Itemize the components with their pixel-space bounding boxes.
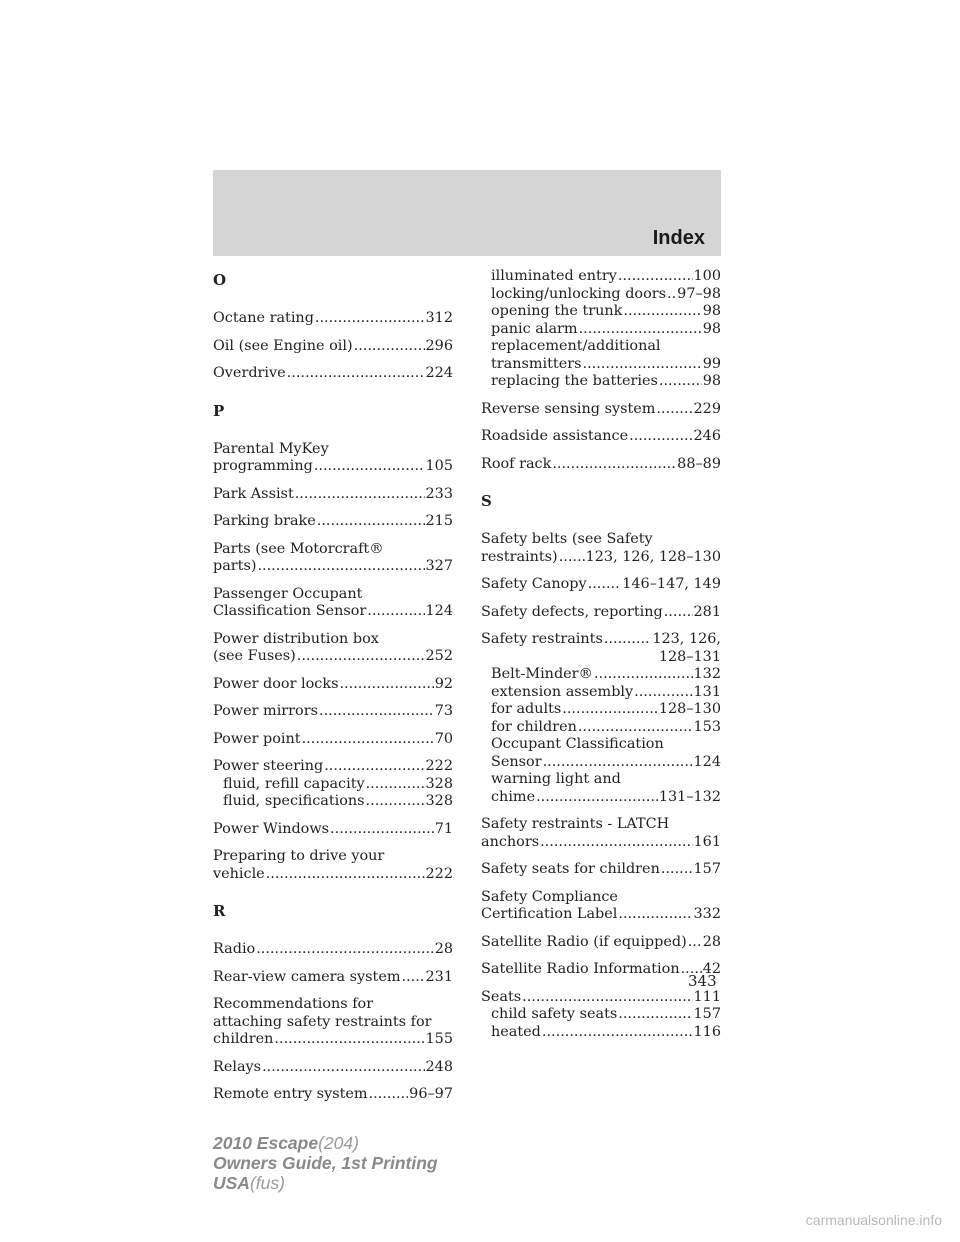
subentry-page: 153 bbox=[693, 718, 721, 735]
index-entry bbox=[213, 703, 453, 721]
index-entry bbox=[213, 586, 453, 621]
subentry-page: 98 bbox=[702, 320, 721, 337]
subentry-label: illuminated entry bbox=[491, 268, 617, 284]
entry-page: 215 bbox=[425, 513, 453, 529]
subentry-page: 98 bbox=[702, 303, 721, 319]
entry-label: Safety restraints bbox=[481, 631, 603, 647]
print-footer bbox=[213, 1133, 438, 1193]
entry-page: 281 bbox=[693, 603, 721, 620]
subentry-label-line: Occupant Classification bbox=[491, 736, 664, 752]
subentry-label: panic alarm bbox=[491, 320, 578, 337]
entry-label: Octane rating bbox=[213, 310, 314, 326]
index-entry bbox=[481, 428, 721, 446]
index-entry bbox=[213, 486, 453, 504]
entry-page: 229 bbox=[693, 400, 721, 417]
subentry-label: extension assembly bbox=[491, 683, 634, 700]
index-entry bbox=[481, 861, 721, 879]
section-letter-p: P bbox=[213, 401, 225, 420]
entry-page: 157 bbox=[693, 861, 721, 877]
footer-guide: Owners Guide, 1st Printing bbox=[213, 1153, 438, 1173]
index-entry bbox=[213, 969, 453, 987]
subentry-page: 328 bbox=[425, 775, 453, 792]
index-entry bbox=[481, 989, 721, 1042]
subentry-label: replacing the batteries bbox=[491, 373, 658, 389]
subentry-label: heated bbox=[491, 1023, 541, 1040]
subentry-page: 124 bbox=[693, 753, 721, 770]
index-entry bbox=[213, 631, 453, 666]
index-entry bbox=[481, 401, 721, 419]
index-entry bbox=[213, 310, 453, 328]
subentry-label: child safety seats bbox=[491, 1006, 618, 1022]
entry-label-line: Parental MyKey bbox=[213, 440, 329, 457]
index-entry bbox=[481, 631, 721, 806]
index-entry bbox=[213, 513, 453, 531]
index-entry bbox=[213, 338, 453, 356]
entry-label: Satellite Radio (if equipped) bbox=[481, 933, 687, 950]
subentry-label: chime bbox=[491, 788, 536, 805]
index-entry bbox=[213, 676, 453, 694]
index-entry bbox=[481, 268, 721, 391]
index-entry bbox=[481, 961, 721, 979]
subentry-label: for adults bbox=[491, 701, 562, 717]
entry-page: 123, 126, bbox=[652, 631, 721, 647]
entry-label: Power mirrors bbox=[213, 703, 318, 719]
entry-page: 248 bbox=[425, 1058, 453, 1075]
entry-label-line: Power distribution box bbox=[213, 630, 379, 647]
index-entry bbox=[213, 365, 453, 383]
subentry-page: 131 bbox=[693, 683, 721, 700]
entry-label: anchors bbox=[481, 833, 540, 850]
entry-page: 28 bbox=[434, 941, 453, 957]
index-entry bbox=[481, 889, 721, 924]
watermark: carmanualsonline.info bbox=[805, 1212, 942, 1228]
entry-label: Reverse sensing system bbox=[481, 400, 656, 417]
entry-label: Safety Canopy bbox=[481, 576, 587, 592]
subentry-label: locking/unlocking doors bbox=[491, 285, 667, 302]
index-entry bbox=[213, 996, 453, 1049]
entry-label: Relays bbox=[213, 1058, 262, 1075]
subentry-label: opening the trunk bbox=[491, 303, 623, 319]
index-entry bbox=[481, 816, 721, 851]
header-band bbox=[213, 170, 721, 256]
entry-label: Remote entry system bbox=[213, 1086, 368, 1102]
entry-label: (see Fuses) bbox=[213, 648, 296, 664]
entry-page: 296 bbox=[425, 337, 453, 354]
entry-page: 111 bbox=[693, 988, 721, 1005]
entry-page: 231 bbox=[425, 968, 453, 985]
entry-label: Safety seats for children bbox=[481, 861, 660, 877]
entry-label: Power point bbox=[213, 730, 301, 747]
section-title: Index bbox=[652, 227, 705, 249]
entry-label: Power steering bbox=[213, 758, 324, 774]
entry-page: 327 bbox=[425, 558, 453, 574]
index-entry bbox=[213, 1086, 453, 1104]
index-entry bbox=[481, 604, 721, 622]
subentry-label-line: warning light and bbox=[491, 771, 621, 787]
entry-label-line: Preparing to drive your bbox=[213, 848, 385, 864]
section-letter-r: R bbox=[213, 902, 226, 920]
entry-label: children bbox=[213, 1031, 274, 1047]
entry-page: 246 bbox=[693, 428, 721, 444]
entry-page: 88–89 bbox=[677, 455, 721, 472]
section-letter-o: O bbox=[213, 271, 227, 289]
entry-page: 71 bbox=[434, 820, 453, 837]
page-number: 343 bbox=[688, 972, 717, 990]
index-entry bbox=[213, 541, 453, 576]
entry-label: Power Windows bbox=[213, 820, 330, 837]
entry-label: parts) bbox=[213, 558, 257, 574]
subentry-page: 100 bbox=[693, 268, 721, 284]
subentry-page: 116 bbox=[693, 1023, 721, 1040]
index-entry bbox=[213, 848, 453, 883]
subentry-label: transmitters bbox=[491, 355, 582, 372]
entry-page: 96–97 bbox=[409, 1086, 453, 1102]
subentry-page: 131–132 bbox=[658, 788, 721, 805]
entry-page: 73 bbox=[434, 703, 453, 719]
footer-region-code: (fus) bbox=[249, 1173, 285, 1193]
entry-page: 155 bbox=[425, 1031, 453, 1047]
index-entry bbox=[481, 456, 721, 474]
subentry-page: 157 bbox=[693, 1006, 721, 1022]
entry-label: Park Assist bbox=[213, 485, 294, 502]
entry-label-line: Safety restraints - LATCH bbox=[481, 816, 670, 832]
subentry-label: Belt-Minder® bbox=[491, 666, 593, 682]
entry-page: 146–147, 149 bbox=[622, 576, 721, 592]
index-entry bbox=[213, 821, 453, 839]
footer-model: 2010 Escape bbox=[213, 1133, 319, 1153]
entry-label: Certification Label bbox=[481, 906, 618, 922]
entry-page: 123, 126, 128–130 bbox=[585, 548, 721, 565]
index-column-left bbox=[213, 268, 453, 1114]
entry-label: Seats bbox=[481, 988, 522, 1005]
index-entry bbox=[213, 1059, 453, 1077]
index-entry bbox=[213, 731, 453, 749]
subentry-page: 99 bbox=[702, 355, 721, 372]
entry-label: Parking brake bbox=[213, 513, 316, 529]
entry-page: 92 bbox=[434, 675, 453, 692]
subentry-label: Sensor bbox=[491, 753, 542, 770]
entry-label: Oil (see Engine oil) bbox=[213, 337, 353, 354]
index-column-right bbox=[481, 268, 721, 1051]
entry-label: Roadside assistance bbox=[481, 428, 629, 444]
entry-page: 105 bbox=[425, 458, 453, 474]
entry-label: Satellite Radio Information bbox=[481, 961, 680, 977]
subentry-page: 97–98 bbox=[677, 285, 721, 302]
entry-label-line: Passenger Occupant bbox=[213, 585, 363, 602]
entry-page-continued: 128–131 bbox=[658, 648, 721, 665]
subentry-label: fluid, refill capacity bbox=[223, 775, 365, 792]
entry-page: 252 bbox=[425, 648, 453, 664]
index-entry bbox=[213, 758, 453, 811]
footer-region: USA bbox=[213, 1173, 250, 1193]
subentry-label: fluid, specifications bbox=[223, 793, 365, 809]
entry-label-line: Safety Compliance bbox=[481, 888, 618, 905]
entry-page: 124 bbox=[425, 603, 453, 619]
entry-page: 161 bbox=[693, 833, 721, 850]
entry-page: 233 bbox=[425, 485, 453, 502]
entry-label-line: Parts (see Motorcraft® bbox=[213, 540, 384, 557]
entry-page: 312 bbox=[425, 310, 453, 326]
entry-label-line: Recommendations for bbox=[213, 996, 374, 1012]
entry-label: Classification Sensor bbox=[213, 603, 367, 619]
entry-label-line: Safety belts (see Safety bbox=[481, 531, 653, 547]
entry-page: 222 bbox=[425, 865, 453, 882]
entry-page: 222 bbox=[425, 758, 453, 774]
index-entry bbox=[481, 934, 721, 952]
subentry-label: for children bbox=[491, 718, 577, 735]
index-entry bbox=[213, 941, 453, 959]
entry-label: restraints) bbox=[481, 548, 558, 565]
subentry-page: 98 bbox=[702, 373, 721, 389]
entry-page: 332 bbox=[693, 906, 721, 922]
entry-label-line: attaching safety restraints for bbox=[213, 1013, 432, 1030]
subentry-page: 328 bbox=[425, 793, 453, 809]
subentry-label-line: replacement/additional bbox=[491, 338, 661, 354]
entry-label: Power door locks bbox=[213, 675, 339, 692]
entry-label: Rear-view camera system bbox=[213, 968, 401, 985]
index-entry bbox=[481, 576, 721, 594]
entry-page: 70 bbox=[434, 730, 453, 747]
subentry-page: 128–130 bbox=[658, 701, 721, 717]
footer-model-code: (204) bbox=[318, 1133, 359, 1153]
entry-label: programming bbox=[213, 458, 313, 474]
entry-label: Overdrive bbox=[213, 365, 286, 381]
entry-page: 28 bbox=[702, 933, 721, 950]
entry-label: Radio bbox=[213, 941, 256, 957]
entry-page: 42 bbox=[702, 961, 721, 977]
index-entry bbox=[481, 531, 721, 566]
entry-label: Safety defects, reporting bbox=[481, 603, 663, 620]
index-entry bbox=[213, 441, 453, 476]
section-letter-s: S bbox=[481, 492, 492, 510]
entry-page: 224 bbox=[425, 365, 453, 381]
entry-label: vehicle bbox=[213, 865, 265, 882]
entry-label: Roof rack bbox=[481, 455, 552, 472]
subentry-page: 132 bbox=[693, 666, 721, 682]
